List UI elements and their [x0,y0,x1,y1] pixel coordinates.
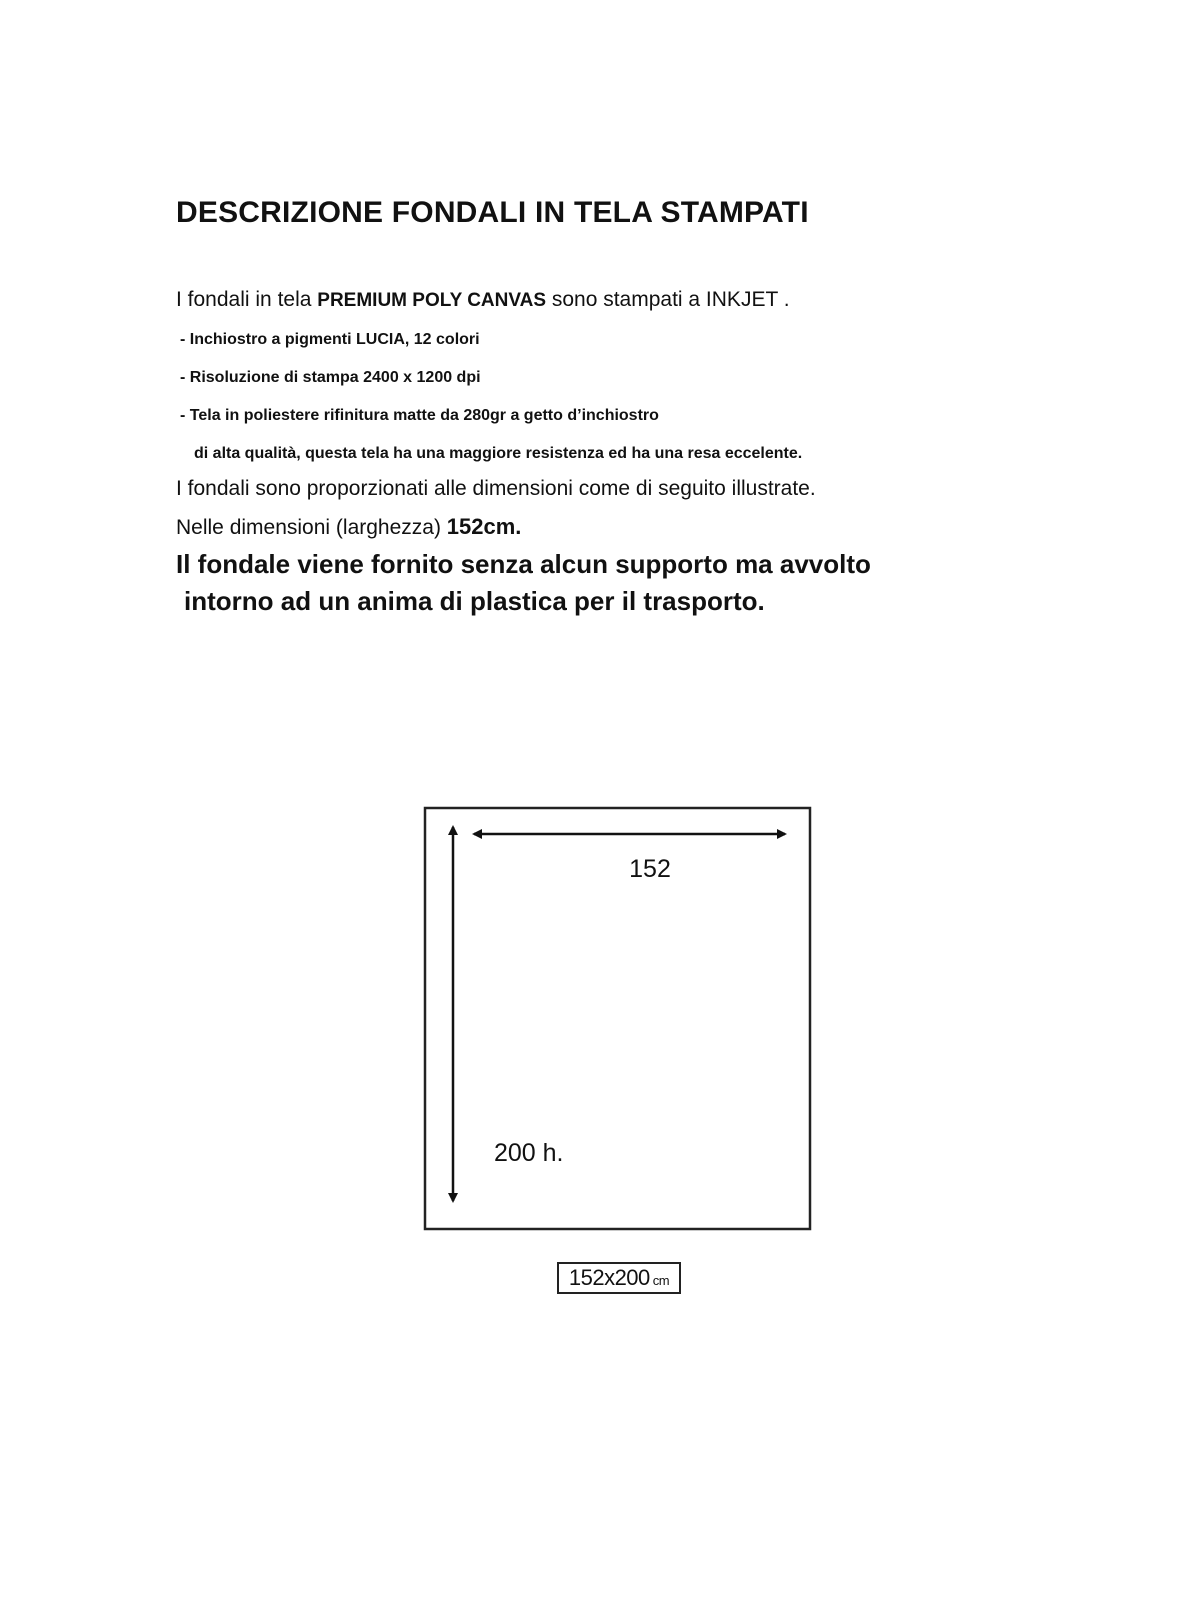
bullet-canvas: - Tela in poliestere rifinitura matte da 280gr a getto d’inchiostro [180,407,659,424]
bullet-resolution: - Risoluzione di stampa 2400 x 1200 dpi [180,369,481,386]
intro-suffix: sono stampati a INKJET . [546,288,790,311]
bullet-canvas-continuation: di alta qualità, questa tela ha una maggiore resistenza ed ha una resa eccelente. [194,445,803,462]
dimensions-prefix: Nelle dimensioni (larghezza) [176,516,447,539]
bullet-ink: - Inchiostro a pigmenti LUCIA, 12 colori [180,331,480,348]
notice-line-2: intorno ad un anima di plastica per il trasporto. [184,586,765,616]
backdrop-outline [425,808,810,1229]
product-name: PREMIUM POLY CANVAS [317,290,547,311]
width-label: 152 [629,855,671,883]
size-unit: cm [652,1273,670,1288]
height-label: 200 h. [494,1139,564,1167]
size-badge [557,1262,681,1294]
proportion-text: I fondali sono proporzionati alle dimensioni come di seguito illustrate. [176,477,816,500]
size-value: 152x200 [568,1265,650,1290]
intro-prefix: I fondali in tela [176,288,318,311]
dimensions-value: 152cm. [446,514,522,539]
page-title: DESCRIZIONE FONDALI IN TELA STAMPATI [176,196,809,229]
notice-line-1: Il fondale viene fornito senza alcun supporto ma avvolto [176,549,871,579]
